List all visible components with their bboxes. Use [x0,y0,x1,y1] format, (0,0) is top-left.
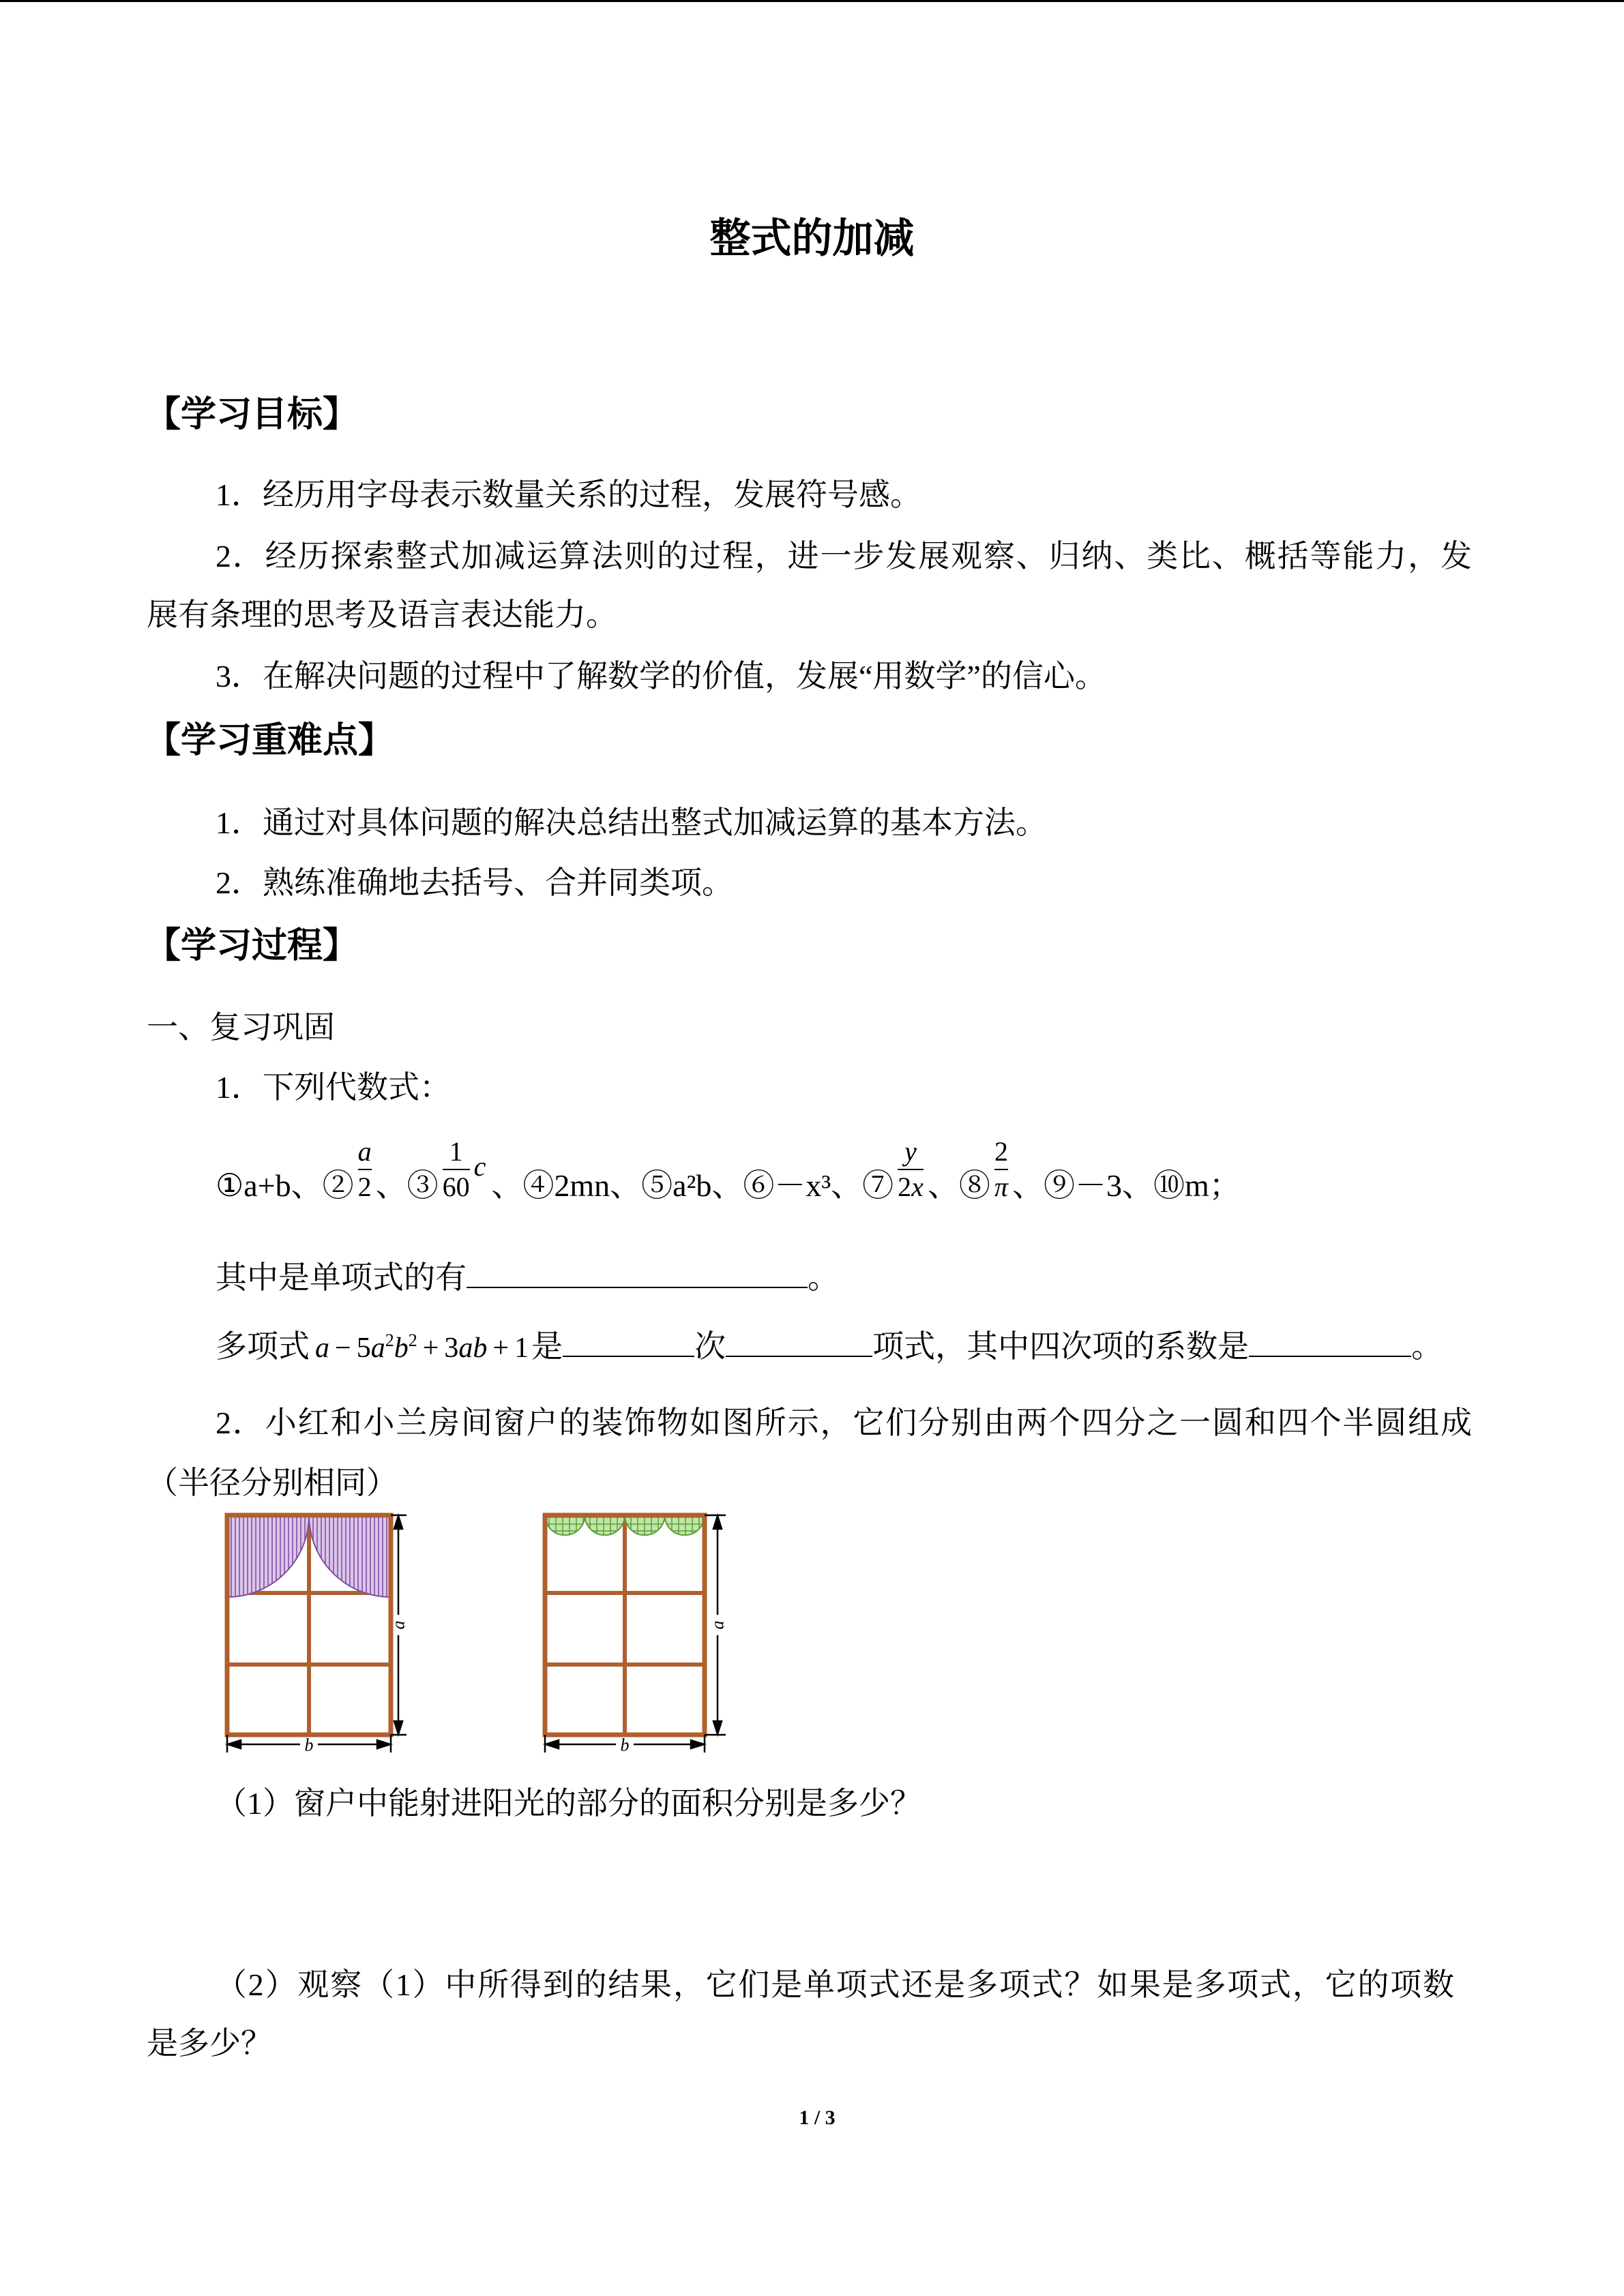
fraction-2-over-pi [994,1137,1008,1202]
part-title-review: 一、复习巩固 [147,1010,335,1045]
poly-expr-operator: − [335,1332,351,1364]
answer-blank [1249,1330,1411,1357]
polynomial-prefix: 多项式 [216,1329,310,1364]
arrowhead [713,1721,722,1734]
fraction-numerator: 1 [449,1136,463,1167]
arrowhead [713,1516,722,1529]
poly-expr-exponent: 2 [385,1330,394,1350]
poly-expr-operator: + [492,1332,510,1364]
width-label: b [304,1735,314,1755]
goal-item-1: 1．经历用字母表示数量关系的过程，发展符号感。 [216,477,921,512]
arrowhead [546,1740,559,1748]
term-suffix: 项式，其中四次项的系数是 [872,1329,1250,1364]
arrowhead [377,1740,390,1748]
expr-segment: 、⑨－3、⑩m； [1012,1168,1241,1203]
expr-segment: ①a+b、② [216,1168,354,1203]
expr-segment: 、⑧ [927,1168,990,1203]
fraction-numerator: y [904,1136,917,1167]
fraction-numerator: a [357,1136,372,1167]
height-label: a [388,1620,409,1630]
key-point-1: 1．通过对具体问题的解决总结出整式加减运算的基本方法。 [216,805,1047,840]
arrowhead [394,1721,402,1734]
top-border [0,0,1624,2]
poly-expr-part: ab [458,1332,488,1364]
window-with-valance [545,1515,728,1755]
expr-segment: 、④2mn、⑤a²b、⑥－x³、⑦ [491,1168,894,1203]
arrowhead [228,1740,241,1748]
fraction-bar [898,1169,924,1170]
question-2-sub-2-line-1: （2）观察（1）中所得到的结果，它们是单项式还是多项式？如果是多项式，它的项数 [216,1967,1454,2002]
denominator-variable: x [911,1172,924,1202]
width-label: b [620,1735,630,1755]
fraction-y-over-2x [898,1137,924,1202]
poly-expr-part: 1 [514,1332,529,1364]
poly-expr-exponent: 2 [408,1330,417,1350]
expr-segment: 、③ [375,1168,439,1203]
arrowhead [394,1516,402,1529]
poly-expr-part: 3 [444,1332,459,1364]
key-point-2: 2．熟练准确地去括号、合并同类项。 [216,865,733,900]
polynomial-expression [315,1332,529,1364]
denominator-coefficient: 2 [898,1172,912,1202]
fraction-denominator: π [994,1172,1008,1202]
fraction-a-over-2 [358,1137,372,1202]
fraction-denominator: 2 [357,1172,372,1202]
answer-blank [467,1261,808,1288]
window-with-curtains [227,1515,409,1755]
poly-expr-part: 5 [356,1332,371,1364]
section-heading-process: 【学习过程】 [145,925,359,966]
fraction-numerator: 2 [994,1136,1008,1167]
fraction-bar [358,1169,372,1170]
polynomial-question [216,1330,1443,1367]
section-heading-goals: 【学习目标】 [145,394,359,435]
arrowhead [691,1740,704,1748]
fraction-denominator [898,1173,924,1202]
question-2-line-2: （半径分别相同） [147,1465,398,1500]
poly-expr-operator: + [422,1332,439,1364]
window-figures [0,1493,784,1780]
degree-suffix: 次 [694,1329,726,1364]
question-2-sub-1: （1）窗户中能射进阳光的部分的面积分别是多少？ [216,1786,921,1821]
fraction-denominator: 60 [442,1172,470,1202]
question-2-line-1: 2．小红和小兰房间窗户的装饰物如图所示，它们分别由两个四分之一圆和四个半圆组成 [216,1405,1472,1440]
height-label: a [707,1620,728,1630]
poly-expr-part: a [315,1332,329,1364]
goal-item-2-line-1: 2．经历探索整式加减运算法则的过程，进一步发展观察、归纳、类比、概括等能力，发 [216,539,1472,573]
poly-expr-part: b [394,1332,409,1364]
question-1-intro: 1．下列代数式： [216,1070,451,1105]
goal-item-2-line-2: 展有条理的思考及语言表达能力。 [147,597,617,632]
fraction-bar [443,1169,470,1170]
sentence-end: 。 [1411,1329,1443,1364]
answer-blank [726,1330,872,1357]
fraction-bar [994,1169,1008,1170]
fraction-1-over-60 [443,1137,470,1202]
page-title: 整式的加减 [709,215,915,263]
answer-blank [563,1330,694,1357]
page-number: 1 / 3 [799,2106,836,2129]
question-2-sub-2-line-2: 是多少？ [147,2026,272,2061]
monomial-question [216,1261,839,1294]
expression-list [216,1137,1241,1203]
goal-item-3: 3．在解决问题的过程中了解数学的价值，发展“用数学”的信心。 [216,659,1106,694]
monomial-prompt: 其中是单项式的有 [216,1260,467,1295]
poly-expr-part: a [370,1332,385,1364]
expr-variable-c: c [473,1151,486,1182]
section-heading-key-points: 【学习重难点】 [145,720,394,761]
sentence-end: 。 [808,1260,839,1295]
polynomial-is: 是 [531,1329,563,1364]
